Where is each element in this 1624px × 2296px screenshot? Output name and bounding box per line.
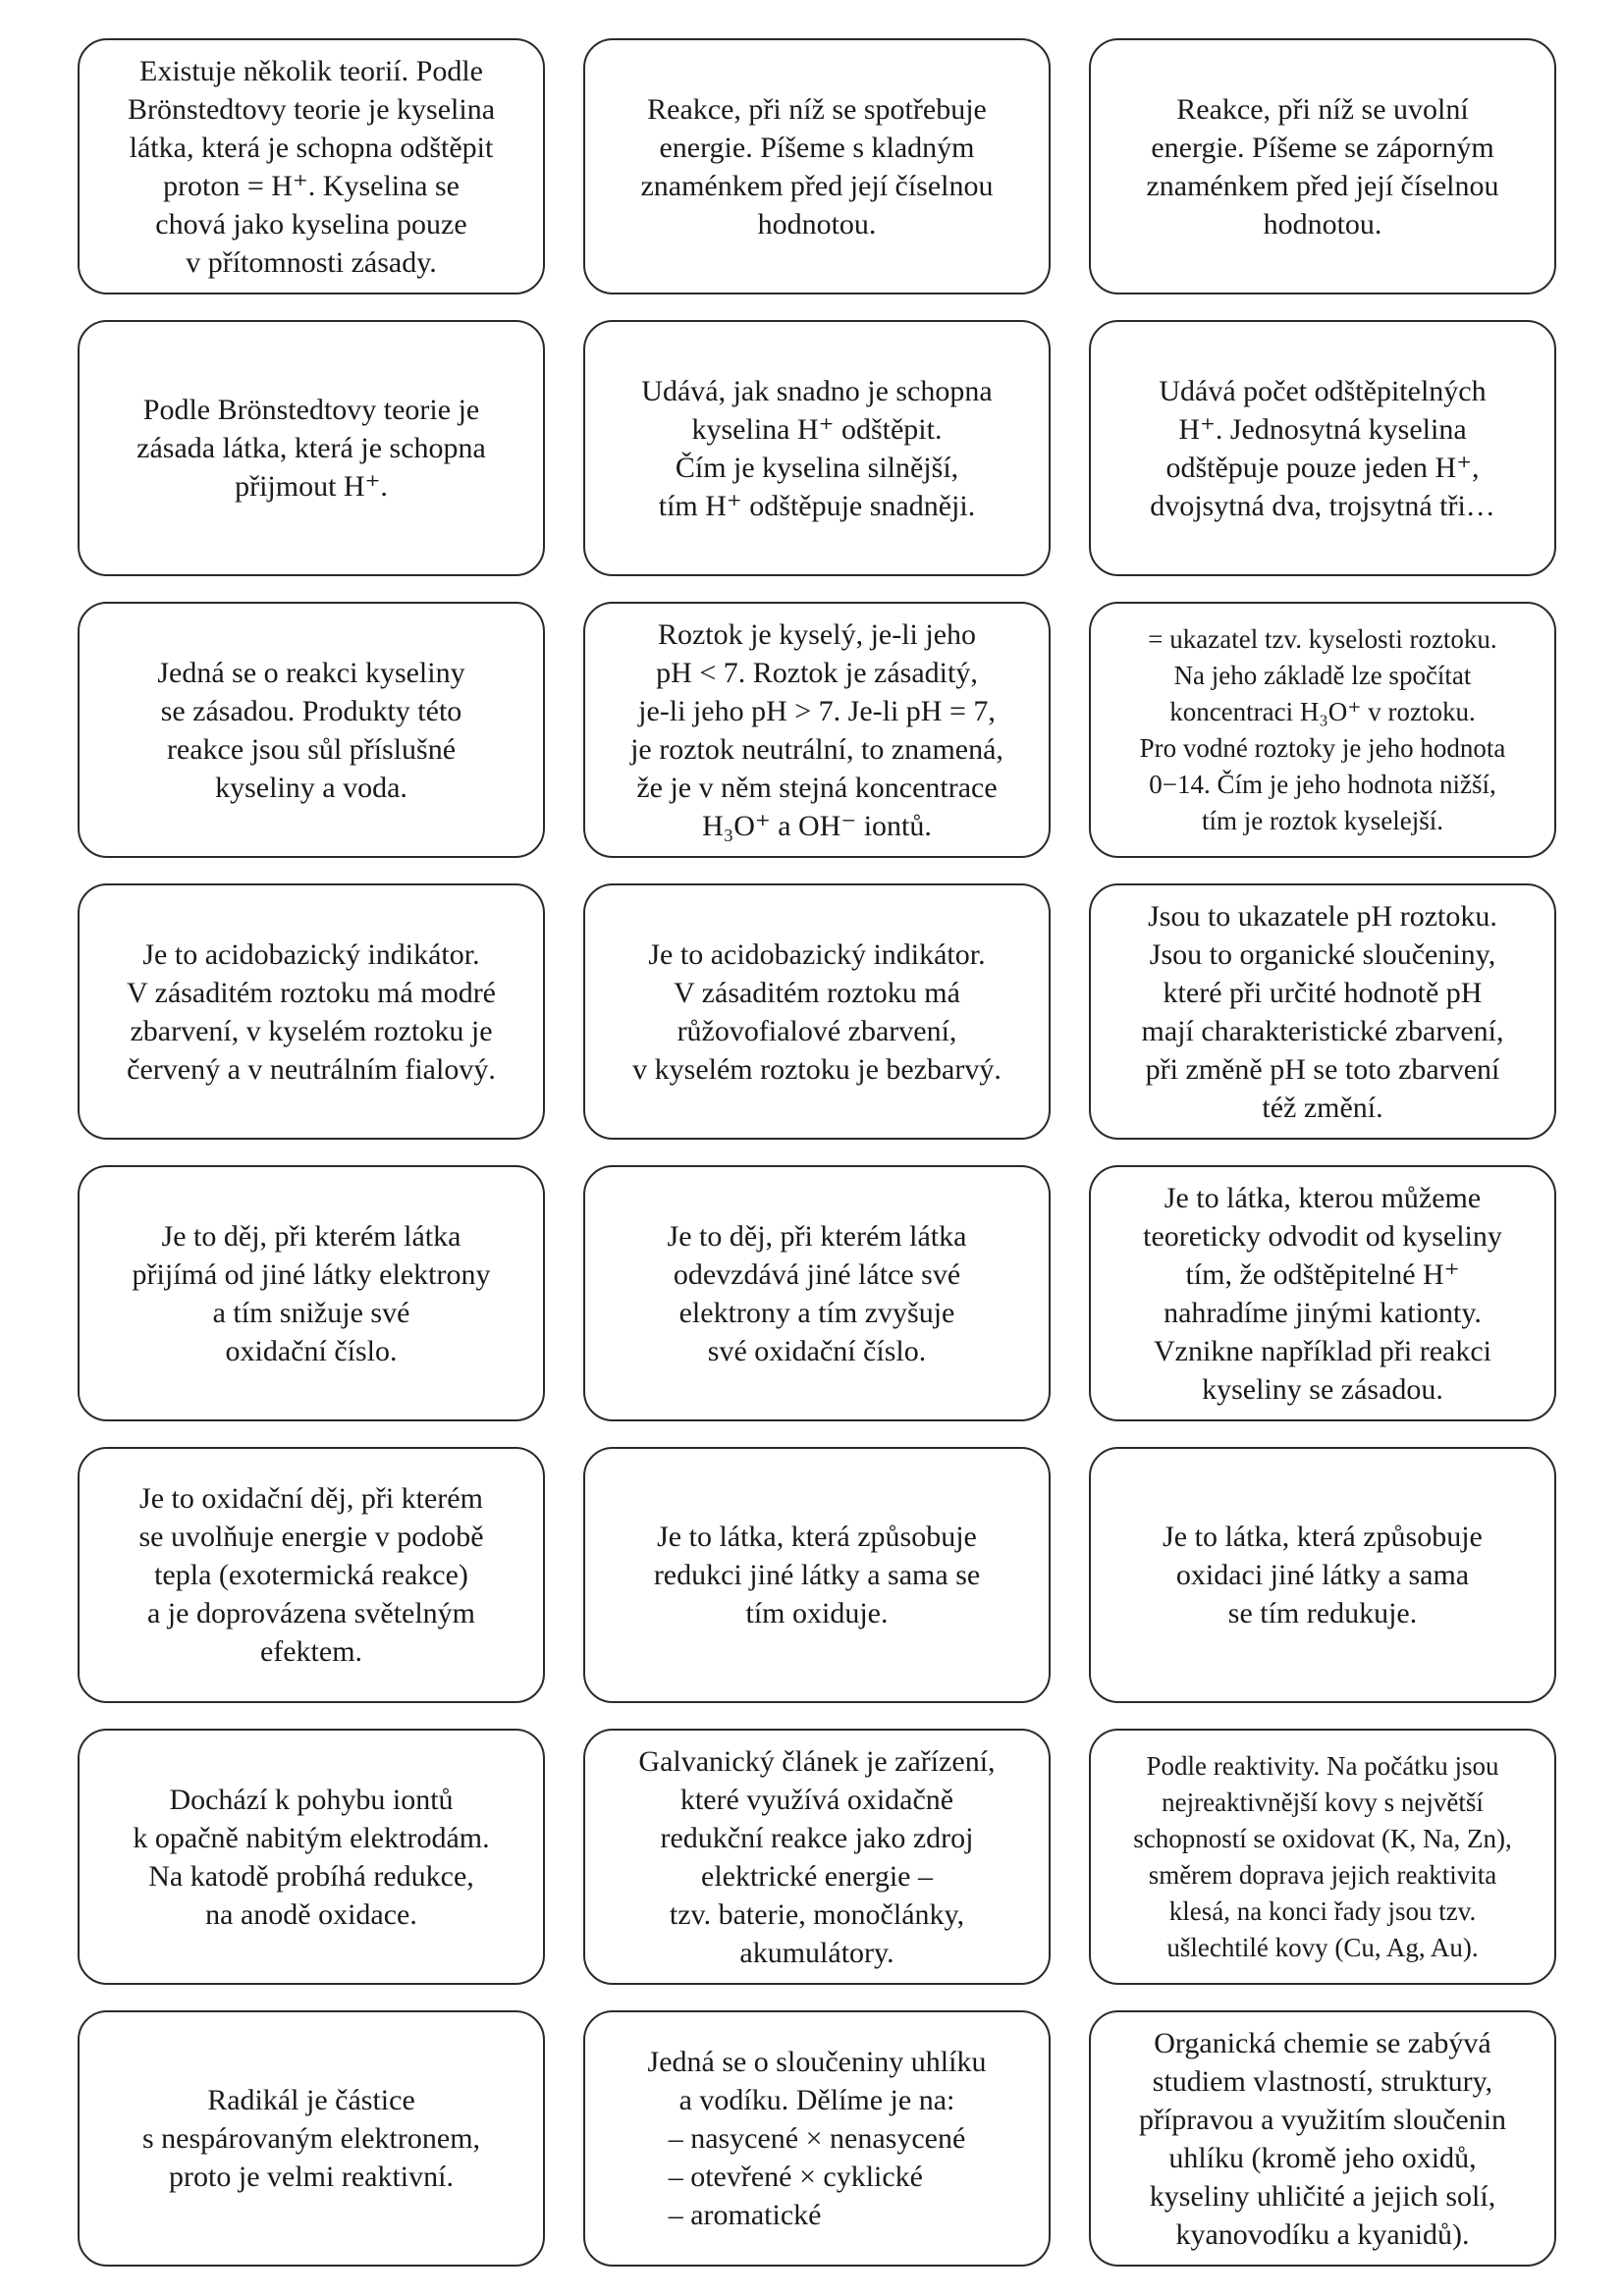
card-line: Galvanický článek je zařízení, (638, 1744, 996, 1778)
card-line: H⁺. Jednosytná kyselina (1178, 412, 1467, 446)
card-line: Je to acidobazický indikátor. (142, 937, 480, 971)
card-line: Čím je kyselina silnější, (675, 451, 959, 484)
card-line: v kyselém roztoku je bezbarvý. (632, 1052, 1001, 1086)
card-line: tím je roztok kyselejší. (1202, 805, 1443, 835)
card-acid-strength (583, 320, 1051, 576)
card-line: Je to látka, kterou můžeme (1164, 1181, 1482, 1214)
card-combustion (78, 1447, 545, 1703)
card-line: chová jako kyselina pouze (155, 207, 467, 240)
card-line: kyselina H⁺ odštěpit. (691, 412, 943, 446)
card-phenolphthalein (583, 883, 1051, 1140)
card-line: H₃O⁺ a OH⁻ iontů. (702, 809, 932, 842)
card-line: odštěpuje pouze jeden H⁺, (1165, 451, 1480, 484)
list-item: – aromatické (668, 2199, 822, 2231)
card-line: též změní. (1262, 1091, 1383, 1124)
card-line: při změně pH se toto zbarvení (1145, 1052, 1500, 1086)
card-line: Reakce, při níž se spotřebuje (647, 92, 987, 126)
card-line: na anodě oxidace. (205, 1897, 417, 1931)
card-line: Jsou to ukazatele pH roztoku. (1148, 899, 1497, 933)
card-line: Organická chemie se zabývá (1154, 2026, 1491, 2059)
card-line: tím H⁺ odštěpuje snadněji. (658, 489, 976, 522)
card-line: koncentraci H₃O⁺ v roztoku. (1169, 696, 1476, 726)
card-neutralization (78, 602, 545, 858)
card-line: nahradíme jinými kationty. (1164, 1296, 1482, 1329)
card-line: tzv. baterie, monočlánky, (669, 1897, 965, 1931)
card-line: tím, že odštěpitelné H⁺ (1185, 1257, 1460, 1291)
card-line: energie. Píšeme s kladným (659, 131, 975, 164)
card-line: = ukazatel tzv. kyselosti roztoku. (1148, 623, 1497, 654)
card-line: hodnotou. (1263, 207, 1382, 240)
card-endothermic (583, 38, 1051, 294)
card-exothermic (1089, 38, 1556, 294)
card-line: dvojsytná dva, trojsytná tři… (1150, 489, 1495, 522)
card-line: je-li jeho pH > 7. Je-li pH = 7, (638, 694, 996, 727)
card-line: V zásaditém roztoku má modré (127, 976, 496, 1009)
card-line: k opačně nabitým elektrodám. (133, 1821, 490, 1854)
card-line: Je to acidobazický indikátor. (648, 937, 986, 971)
card-line: kyseliny a voda. (215, 771, 407, 804)
card-line: schopností se oxidovat (K, Na, Zn), (1133, 1823, 1512, 1853)
card-acid-proticity (1089, 320, 1556, 576)
card-bronsted-acid (78, 38, 545, 294)
card-line: Pro vodné roztoky je jeho hodnota (1139, 732, 1506, 763)
card-galvanic-cell (583, 1729, 1051, 1985)
card-line: přípravou a využitím sloučenin (1138, 2103, 1507, 2136)
card-line: Jedná se o reakci kyseliny (157, 656, 465, 689)
card-line: Na katodě probíhá redukce, (148, 1859, 474, 1893)
card-line: ušlechtilé kovy (Cu, Ag, Au). (1166, 1932, 1479, 1962)
card-line: Udává, jak snadno je schopna (641, 374, 993, 407)
card-line: své oxidační číslo. (707, 1334, 927, 1367)
card-line: Dochází k pohybu iontů (169, 1783, 454, 1816)
card-line: Vznikne například při reakci (1153, 1334, 1492, 1367)
card-line: studiem vlastností, struktury, (1152, 2064, 1493, 2098)
card-electrolysis (78, 1729, 545, 1985)
card-line: oxidaci jiné látky a sama (1175, 1559, 1470, 1591)
card-line: Jsou to organické sloučeniny, (1149, 937, 1496, 971)
card-line: látka, která je schopna odštěpit (129, 131, 494, 164)
card-line: Roztok je kyselý, je-li jeho (657, 617, 977, 651)
card-line: tepla (exotermická reakce) (154, 1559, 468, 1591)
card-ph-indicators (1089, 883, 1556, 1140)
card-line: akumulátory. (739, 1936, 894, 1969)
card-line: Na jeho základě lze spočítat (1173, 660, 1472, 690)
card-line: teoreticky odvodit od kyseliny (1143, 1219, 1502, 1253)
hydrocarbon-types-list (669, 2119, 966, 2234)
card-line: růžovofialové zbarvení, (677, 1014, 957, 1047)
card-reducing-agent (583, 1447, 1051, 1703)
card-ph-scale (583, 602, 1051, 858)
list-item: – otevřené × cyklické (668, 2161, 923, 2193)
card-line: Reakce, při níž se uvolní (1176, 92, 1469, 126)
card-line: a tím snižuje své (212, 1296, 410, 1329)
card-line: reakce jsou sůl příslušné (166, 732, 457, 766)
card-line: elektrony a tím zvyšuje (678, 1296, 955, 1329)
card-line: Radikál je částice (207, 2084, 415, 2116)
card-reactivity-series (1089, 1729, 1556, 1985)
card-line: 0−14. Čím je jeho hodnota nižší, (1149, 769, 1496, 799)
card-line: kyanovodíku a kyanidů). (1175, 2217, 1470, 2251)
card-line: červený a v neutrálním fialový. (127, 1052, 496, 1086)
card-oxidation (583, 1165, 1051, 1421)
card-line: klesá, na konci řady jsou tzv. (1168, 1896, 1477, 1926)
card-line: se zásadou. Produkty této (160, 694, 462, 727)
card-line: přijímá od jiné látky elektrony (132, 1257, 491, 1291)
card-line: kyseliny uhličité a jejich solí, (1149, 2179, 1496, 2213)
card-line: odevzdává jiné látce své (673, 1257, 961, 1291)
card-line: energie. Píšeme se záporným (1151, 131, 1494, 164)
card-line: Existuje několik teorií. Podle (139, 54, 483, 87)
card-line: Je to látka, která způsobuje (1163, 1521, 1483, 1553)
card-organic-chemistry (1089, 2010, 1556, 2267)
card-salt (1089, 1165, 1556, 1421)
card-line: Je to děj, při kterém látka (667, 1219, 967, 1253)
card-line: elektrické energie – (701, 1859, 933, 1893)
card-line: kyseliny se zásadou. (1202, 1372, 1443, 1406)
card-hydrocarbons (583, 2010, 1051, 2267)
card-line: mají charakteristické zbarvení, (1141, 1014, 1504, 1047)
card-line: zásada látka, která je schopna (136, 432, 486, 464)
card-line: znaménkem před její číselnou (640, 169, 994, 202)
card-line: Je to oxidační děj, při kterém (139, 1482, 483, 1515)
card-line: uhlíku (kromě jeho oxidů, (1168, 2141, 1477, 2174)
card-line: směrem doprava jejich reaktivita (1148, 1859, 1497, 1890)
card-ph-definition (1089, 602, 1556, 858)
card-line: znaménkem před její číselnou (1146, 169, 1499, 202)
card-line: redukční reakce jako zdroj (660, 1821, 974, 1854)
card-line: se tím redukuje. (1227, 1597, 1418, 1629)
card-radical (78, 2010, 545, 2267)
card-line: Brönstedtovy teorie je kyselina (127, 92, 496, 126)
card-line: a je doprovázena světelným (146, 1597, 476, 1629)
card-line: Je to látka, která způsobuje (657, 1521, 977, 1553)
card-litmus (78, 883, 545, 1140)
card-line: Je to děj, při kterém látka (161, 1219, 461, 1253)
card-line: s nespárovaným elektronem, (141, 2122, 481, 2155)
card-line: proto je velmi reaktivní. (169, 2161, 454, 2193)
card-line: pH < 7. Roztok je zásaditý, (656, 656, 978, 689)
card-line: tím oxiduje. (745, 1597, 889, 1629)
card-line: V zásaditém roztoku má (674, 976, 960, 1009)
card-line: hodnotou. (757, 207, 877, 240)
card-line: Podle reaktivity. Na počátku jsou (1146, 1750, 1499, 1781)
card-line: zbarvení, v kyselém roztoku je (130, 1014, 493, 1047)
card-line: proton = H⁺. Kyselina se (163, 169, 460, 202)
card-line: v přítomnosti zásady. (186, 245, 437, 279)
card-grid (78, 38, 1556, 2267)
card-line: že je v něm stejná koncentrace (636, 771, 998, 804)
card-oxidizing-agent (1089, 1447, 1556, 1703)
card-reduction (78, 1165, 545, 1421)
card-line: oxidační číslo. (225, 1334, 398, 1367)
card-line: Udává počet odštěpitelných (1159, 374, 1487, 407)
card-line: nejreaktivnější kovy s největší (1162, 1787, 1484, 1817)
card-line: Jedná se o sloučeniny uhlíku (647, 2046, 987, 2078)
card-line: které při určité hodnotě pH (1163, 976, 1483, 1009)
card-line: je roztok neutrální, to znamená, (630, 732, 1003, 766)
card-bronsted-base (78, 320, 545, 576)
card-line: se uvolňuje energie v podobě (138, 1521, 484, 1553)
card-line: efektem. (259, 1635, 363, 1668)
card-line: a vodíku. Dělíme je na: (678, 2084, 955, 2116)
card-line: redukci jiné látky a sama se (653, 1559, 981, 1591)
list-item: – nasycené × nenasycené (668, 2122, 966, 2155)
card-line: přijmout H⁺. (235, 470, 388, 503)
card-line: které využívá oxidačně (679, 1783, 954, 1816)
card-line: Podle Brönstedtovy teorie je (142, 394, 480, 426)
